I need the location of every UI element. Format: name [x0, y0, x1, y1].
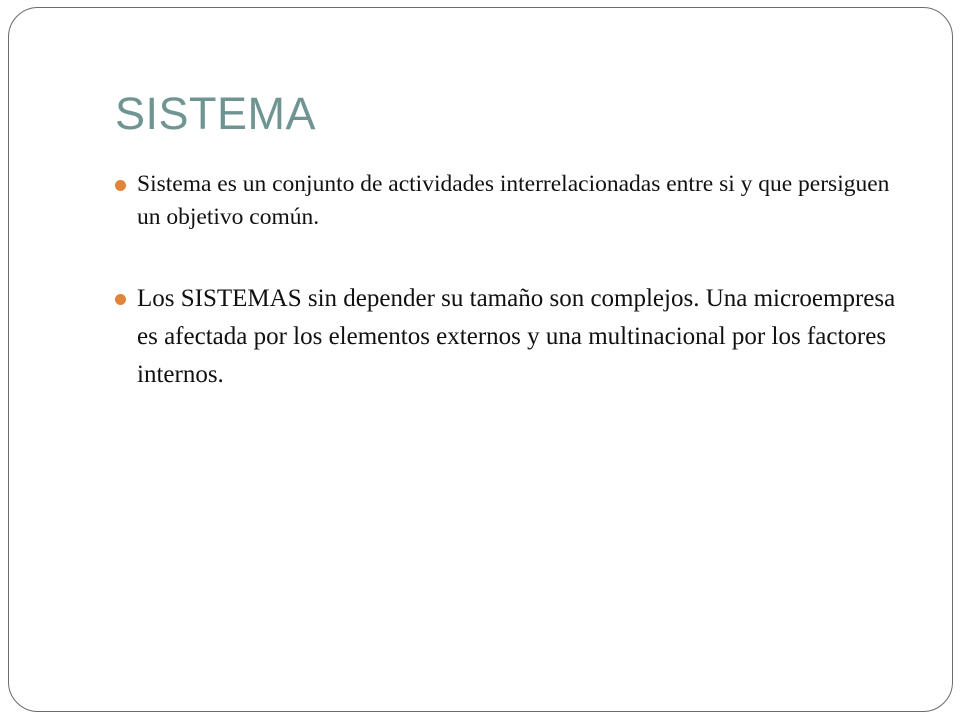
bullet-text: Sistema es un conjunto de actividades interrelacionadas entre si y que persiguen un objetivo común.: [137, 171, 890, 230]
slide-title: SISTEMA: [115, 88, 317, 139]
list-item: [114, 280, 904, 394]
slide-frame: [8, 7, 953, 712]
bullet-dot-icon: [115, 294, 126, 305]
bullet-dot-icon: [115, 180, 126, 191]
list-item: [114, 168, 904, 234]
bullet-text: Los SISTEMAS sin depender su tamaño son complejos. Una microempresa es afectada por los elementos externos y una multinacional por los factores internos.: [137, 285, 896, 388]
bullet-list: [114, 168, 904, 394]
